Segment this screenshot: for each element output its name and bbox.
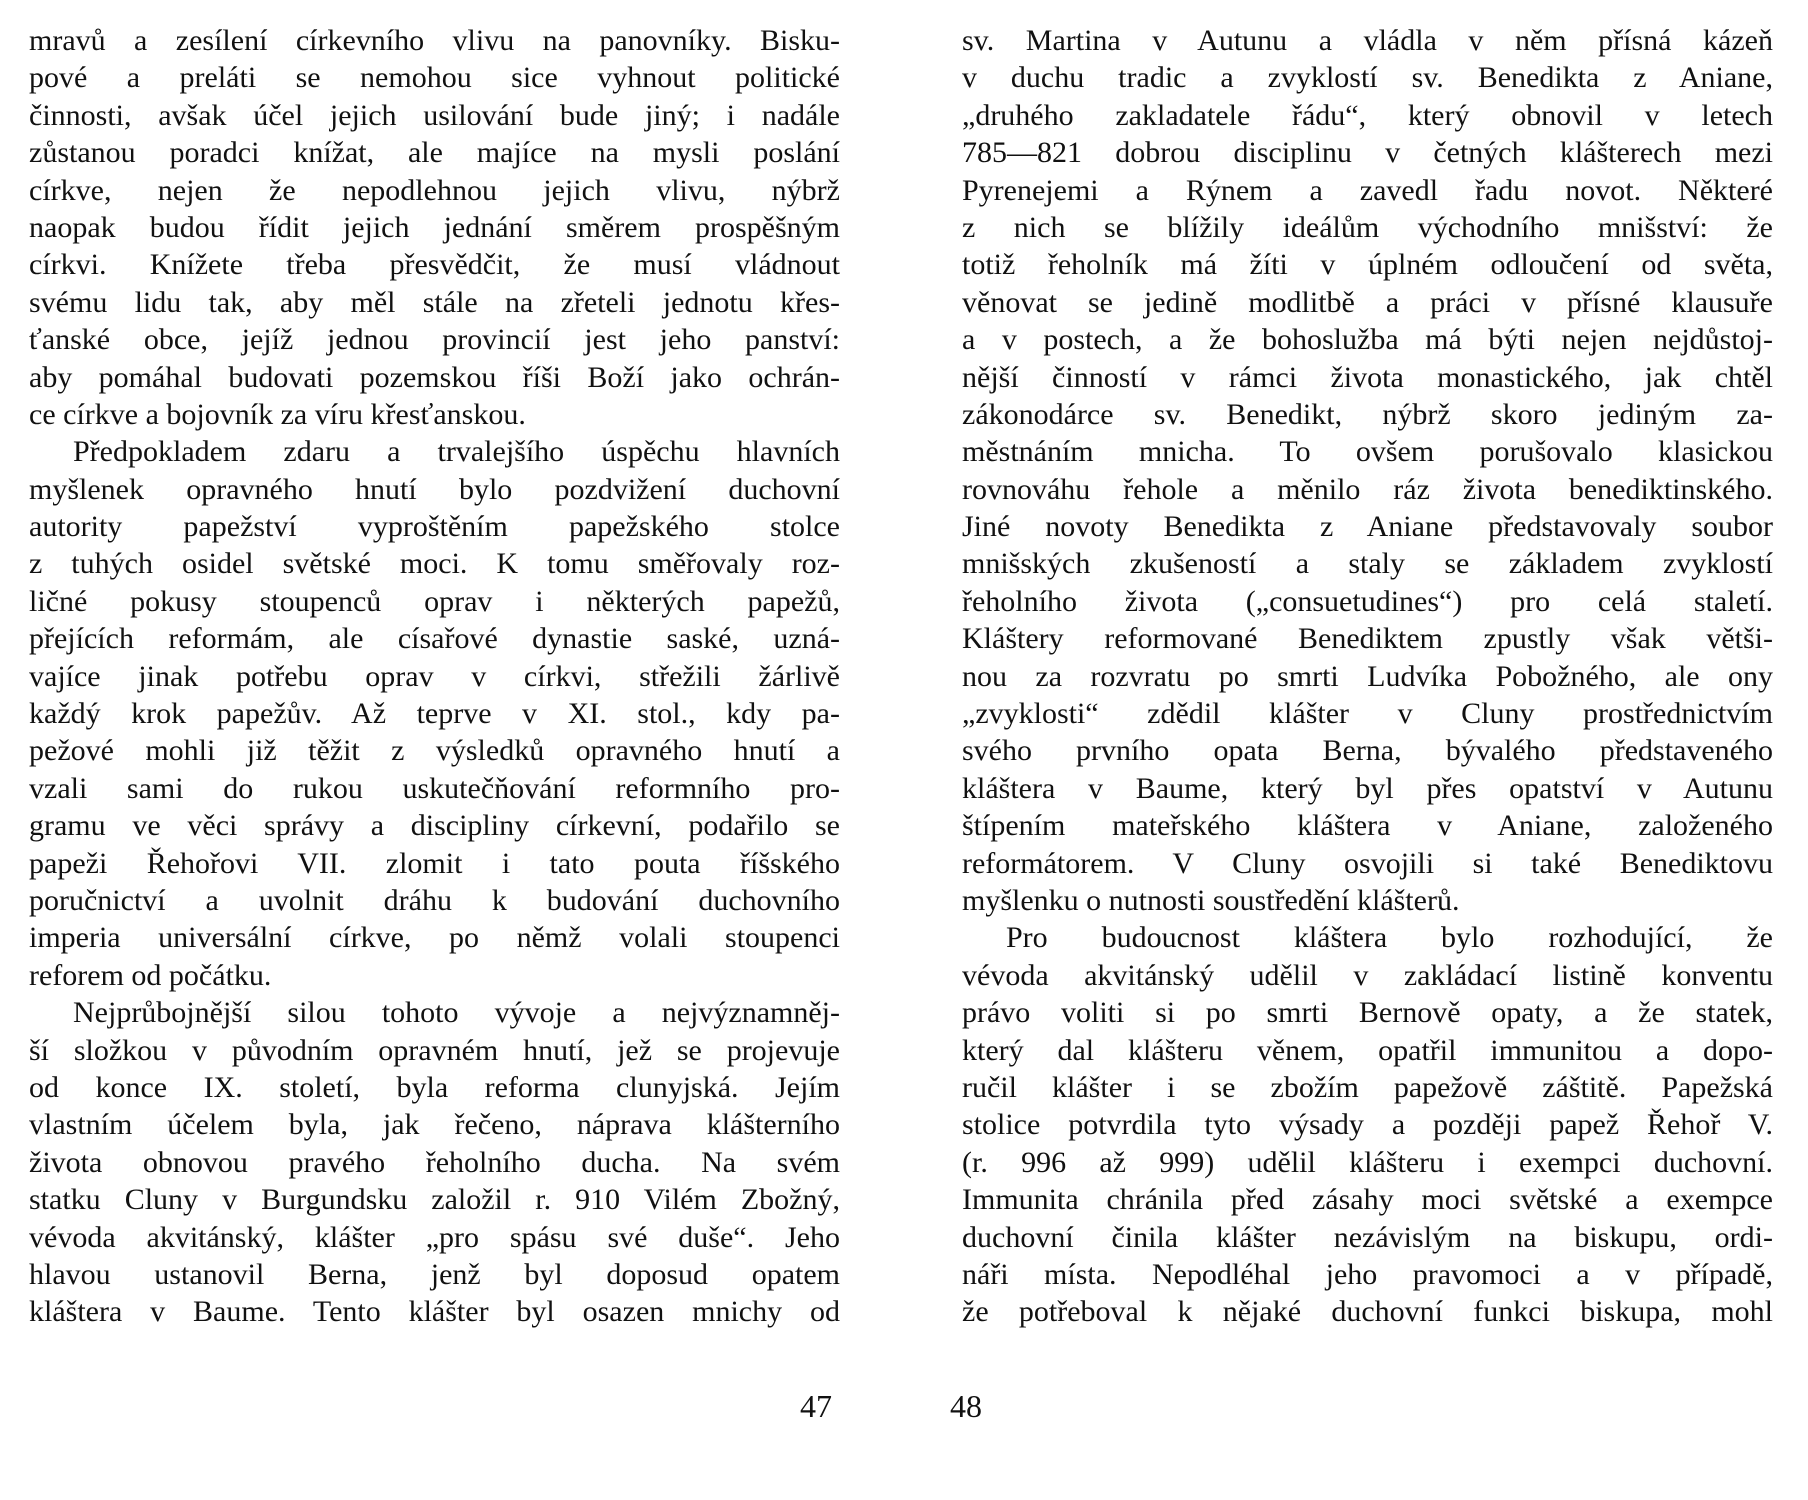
text-line: gramu ve věci správy a discipliny církevní, podařilo se	[29, 809, 840, 843]
text-line: který dal klášteru věnem, opatřil immunitou a dopo-	[962, 1033, 1773, 1067]
text-line: života obnovou pravého řeholního ducha. Na svém	[29, 1145, 840, 1179]
text-line: Jiné novoty Benedikta z Aniane představovaly soubor	[962, 510, 1773, 544]
text-line: mnišských zkušeností a staly se základem zvyklostí	[962, 547, 1773, 581]
text-line: 785—821 dobrou disciplinu v četných klášterech mezi	[962, 136, 1773, 170]
page-number-right: 48	[950, 1388, 982, 1424]
text-line: papeži Řehořovi VII. zlomit i tato pouta říšského	[29, 846, 840, 880]
text-line: nější činností v rámci života monastického, jak chtěl	[962, 360, 1773, 394]
text-line: Pro budoucnost kláštera bylo rozhodující, že	[1006, 921, 1773, 955]
text-line: věnovat se jedině modlitbě a práci v přísné klausuře	[962, 285, 1773, 319]
left-page-text	[29, 22, 840, 1331]
text-line: nou za rozvratu po smrti Ludvíka Pobožného, ale ony	[962, 659, 1773, 693]
text-line: imperia universální církve, po němž volali stoupenci	[29, 921, 840, 955]
text-line: církve, nejen že nepodlehnou jejich vlivu, nýbrž	[29, 173, 840, 207]
text-line: rovnováhu řehole a měnilo ráz života benediktinského.	[962, 472, 1773, 506]
text-line: přejících reformám, ale císařové dynastie saské, uzná-	[29, 622, 840, 656]
text-line: reformátorem. V Cluny osvojili si také Benediktovu	[962, 846, 1773, 880]
text-line: aby pomáhal budovati pozemskou říši Boží jako ochrán-	[29, 360, 840, 394]
text-line: pové a preláti se nemohou sice vyhnout politické	[29, 61, 840, 95]
text-line: ručil klášter i se zbožím papežově záštitě. Papežská	[962, 1070, 1773, 1104]
text-line: vzali sami do rukou uskutečňování reformního pro-	[29, 771, 840, 805]
text-line: duchovní činila klášter nezávislým na biskupu, ordi-	[962, 1220, 1773, 1254]
text-line: Pyrenejemi a Rýnem a zavedl řadu novot. Některé	[962, 173, 1773, 207]
text-line: v duchu tradic a zvyklostí sv. Benedikta z Aniane,	[962, 61, 1773, 95]
text-line: Immunita chránila před zásahy moci světské a exempce	[962, 1183, 1773, 1217]
text-line: ce církve a bojovník za víru křesťanskou.	[29, 397, 526, 431]
page-number-left: 47	[800, 1388, 832, 1424]
text-line: činnosti, avšak účel jejich usilování bude jiný; i nadále	[29, 98, 840, 132]
text-line: štípením mateřského kláštera v Aniane, založeného	[962, 809, 1773, 843]
text-line: Nejprůbojnější silou tohoto vývoje a nejvýznamněj-	[73, 996, 840, 1030]
text-line: pežové mohli již těžit z výsledků opravného hnutí a	[29, 734, 840, 768]
text-line: právo voliti si po smrti Bernově opaty, a že statek,	[962, 996, 1773, 1030]
text-line: sv. Martina v Autunu a vládla v něm přísná kázeň	[962, 24, 1773, 57]
text-line: myšlenku o nutnosti soustředění klášterů.	[962, 883, 1460, 917]
text-line: vlastním účelem byla, jak řečeno, náprava klášterního	[29, 1108, 840, 1142]
text-line: naopak budou řídit jejich jednání směrem prospěšným	[29, 210, 840, 244]
text-line: totiž řeholník má žíti v úplném odloučení od světa,	[962, 248, 1773, 282]
text-line: Předpokladem zdaru a trvalejšího úspěchu hlavních	[73, 435, 840, 469]
text-line: „zvyklosti“ zdědil klášter v Cluny prostřednictvím	[962, 697, 1773, 731]
text-line: městnáním mnicha. To ovšem porušovalo klasickou	[962, 435, 1773, 469]
text-line: svého prvního opata Berna, bývalého představeného	[962, 734, 1773, 768]
text-line: ťanské obce, jejíž jednou provincií jest jeho panství:	[29, 323, 840, 357]
text-line: zůstanou poradci knížat, ale majíce na mysli poslání	[29, 136, 840, 170]
text-line: Kláštery reformované Benediktem zpustly však větši-	[962, 622, 1773, 656]
text-line: hlavou ustanovil Berna, jenž byl doposud opatem	[29, 1257, 840, 1291]
text-line: každý krok papežův. Až teprve v XI. stol., kdy pa-	[29, 697, 840, 731]
text-line: poručnictví a uvolnit dráhu k budování duchovního	[29, 883, 840, 917]
text-line: svému lidu tak, aby měl stále na zřeteli jednotu křes-	[29, 285, 840, 319]
text-line: od konce IX. století, byla reforma clunyjská. Jejím	[29, 1070, 840, 1104]
text-line: a v postech, a že bohoslužba má býti nejen nejdůstoj-	[962, 323, 1773, 357]
text-line: mravů a zesílení církevního vlivu na panovníky. Bisku-	[29, 24, 840, 57]
text-line: ší složkou v původním opravném hnutí, jež se projevuje	[29, 1033, 840, 1067]
text-line: zákonodárce sv. Benedikt, nýbrž skoro jediným za-	[962, 397, 1773, 431]
text-line: vévoda akvitánský udělil v zakládací listině konventu	[962, 958, 1773, 992]
text-line: statku Cluny v Burgundsku založil r. 910 Vilém Zbožný,	[29, 1183, 840, 1217]
text-line: církvi. Knížete třeba přesvědčit, že musí vládnout	[29, 248, 840, 282]
text-line: ličné pokusy stoupenců oprav i některých papežů,	[29, 584, 840, 618]
text-line: stolice potvrdila tyto výsady a později papež Řehoř V.	[962, 1108, 1773, 1142]
text-line: autority papežství vyproštěním papežského stolce	[29, 510, 840, 544]
text-line: náři místa. Nepodléhal jeho pravomoci a v případě,	[962, 1257, 1773, 1291]
text-line: z nich se blížily ideálům východního mnišství: že	[962, 210, 1773, 244]
right-page-text	[962, 22, 1773, 1331]
text-line: myšlenek opravného hnutí bylo pozdvižení duchovní	[29, 472, 840, 506]
text-line: (r. 996 až 999) udělil klášteru i exempci duchovní.	[962, 1145, 1773, 1179]
text-line: kláštera v Baume. Tento klášter byl osazen mnichy od	[29, 1295, 840, 1329]
text-line: vajíce jinak potřebu oprav v církvi, střežili žárlivě	[29, 659, 840, 693]
text-line: vévoda akvitánský, klášter „pro spásu své duše“. Jeho	[29, 1220, 840, 1254]
text-line: řeholního života („consuetudines“) pro celá staletí.	[962, 584, 1773, 618]
text-line: kláštera v Baume, který byl přes opatství v Autunu	[962, 771, 1773, 805]
text-line: že potřeboval k nějaké duchovní funkci biskupa, mohl	[962, 1295, 1773, 1329]
text-line: z tuhých osidel světské moci. K tomu směřovaly roz-	[29, 547, 840, 581]
text-line: reforem od počátku.	[29, 958, 272, 992]
text-line: „druhého zakladatele řádu“, který obnovil v letech	[962, 98, 1773, 132]
